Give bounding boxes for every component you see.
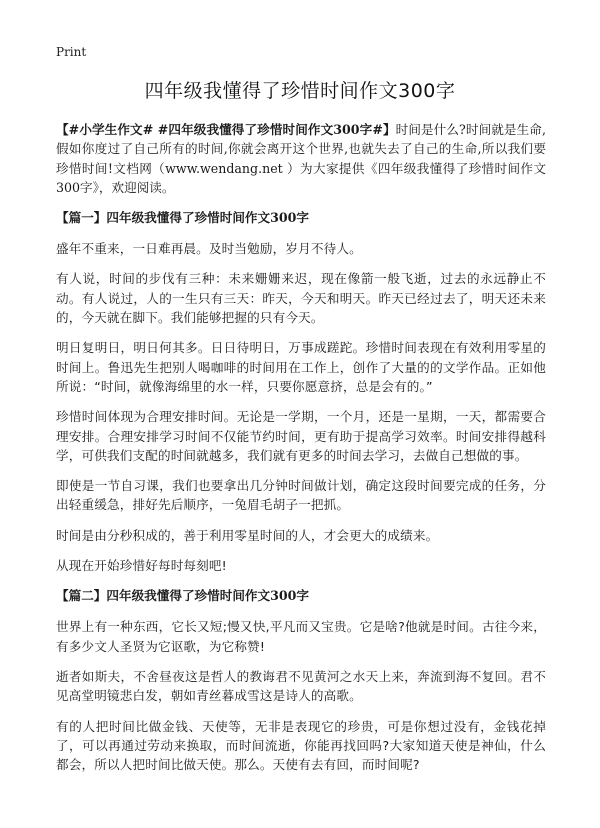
intro-paragraph: [56, 120, 546, 197]
section1-paragraph: 珍惜时间体现为合理安排时间。无论是一学期，一个月，还是一星期，一天，都需要合理安排。合理安排学习时间不仅能节约时间，更有助于提高学习效率。时间安排得越科学，可供我们支配的时间就越多，我们就有更多的时间去学习，去做自己想做的事。: [56, 409, 546, 463]
intro-text: 时间是什么?时间就是生命,假如你度过了自己所有的时间,你就会离开这个世界,也就失去了自己的生命,所以我们要珍惜时间!文档网（www.wendang.net ）为大家提供《四年级我懂得了珍惜时间作文300字》，欢迎阅读。: [56, 122, 546, 195]
section2-paragraph: 逝者如斯夫，不舍昼夜这是哲人的教诲君不见黄河之水天上来，奔流到海不复回。君不见高堂明镜悲白发，朝如青丝暮成雪这是诗人的高歌。: [56, 668, 546, 704]
section2-paragraph: 有的人把时间比做金钱、天使等，无非是表现它的珍贵，可是你想过没有，金钱花掉了，可以再通过劳动来换取，而时间流逝，你能再找回吗?大家知道天使是神仙，什么都会，所以人把时间比做天使。那么。天使有去有回，而时间呢?: [56, 718, 546, 773]
section2-paragraph: 世界上有一种东西，它长又短;慢又快,平凡而又宝贵。它是啥?他就是时间。古往今来，有多少文人圣贤为它讴歌，为它称赞!: [56, 619, 546, 654]
print-label: Print: [56, 45, 87, 59]
section1-paragraph: 即使是一节自习课，我们也要拿出几分钟时间做计划，确定这段时间要完成的任务，分出轻重缓急，排好先后顺序，一兔眉毛胡子一把抓。: [56, 478, 546, 513]
page-title: 四年级我懂得了珍惜时间作文300字: [144, 80, 456, 102]
intro-tags: 【#小学生作文# #四年级我懂得了珍惜时间作文300字#】: [56, 122, 396, 137]
article-body: [56, 120, 546, 785]
section-heading-1: 【篇一】四年级我懂得了珍惜时间作文300字: [56, 210, 309, 226]
section1-paragraph: 时间是由分秒积成的，善于利用零星时间的人，才会更大的成绩来。: [56, 527, 439, 543]
section1-paragraph: 明日复明日，明日何其多。日日待明日，万事成蹉跎。珍惜时间表现在有效利用零星的时间上。鲁迅先生把别人喝咖啡的时间用在工作上，创作了大量的的文学作品。正如他所说：“时间，就像海绵里的水一样，只要你愿意挤，总是会有的。”: [56, 340, 546, 394]
section-heading-2: 【篇二】四年级我懂得了珍惜时间作文300字: [56, 588, 309, 604]
section1-paragraph: 从现在开始珍惜好每时每刻吧!: [56, 558, 227, 574]
section1-paragraph: 盛年不重来，一日难再晨。及时当勉励，岁月不待人。: [56, 241, 362, 257]
section1-paragraph: 有人说，时间的步伐有三种：未来姗姗来迟，现在像箭一般飞逝，过去的永远静止不动。有人说过，人的一生只有三天：昨天，今天和明天。昨天已经过去了，明天还未来的，今天就在脚下。我们能够把握的只有今天。: [56, 271, 546, 326]
